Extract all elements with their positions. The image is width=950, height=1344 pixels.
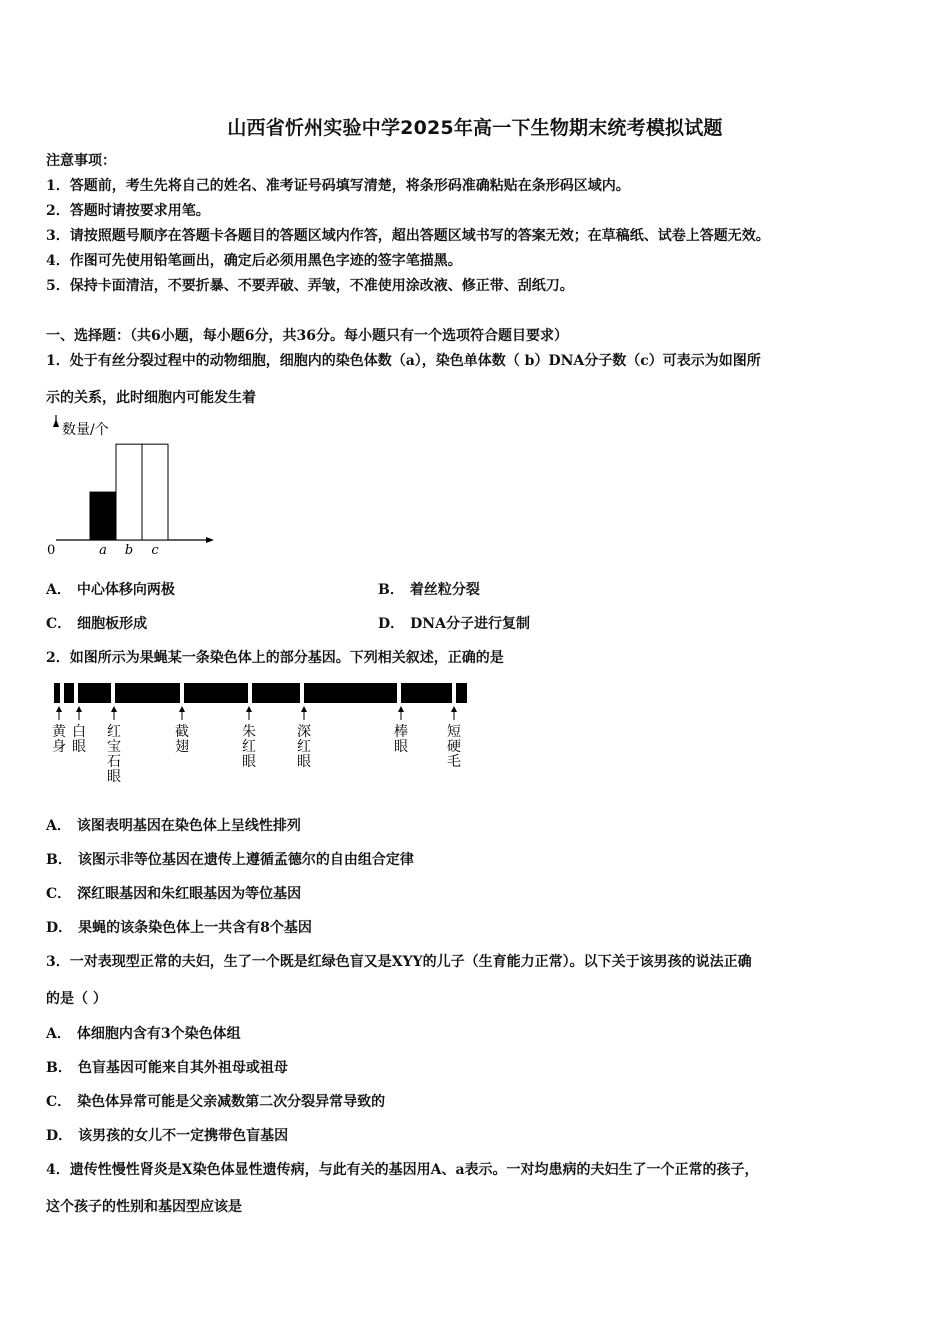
question-4-stem: 4．遗传性慢性肾炎是X染色体显性遗传病，与此有关的基因用A、a表示。一对均患病的夫妇生了一个正常的孩子， (46, 1162, 759, 1178)
gene-label (394, 723, 408, 755)
q3-option-d[interactable]: D． 该男孩的女儿不一定携带色盲基因 (46, 1128, 289, 1144)
q1-option-a[interactable]: A． 中心体移向两极 (46, 582, 175, 598)
gene-label-char: 棒 (394, 724, 408, 740)
gene-label (242, 723, 256, 770)
gene-label-char: 深 (297, 724, 311, 740)
notice-heading: 注意事项： (46, 153, 116, 169)
q3-option-a[interactable]: A． 体细胞内含有3个染色体组 (46, 1026, 241, 1042)
gene-arrow-head (301, 706, 307, 712)
notice-item: 2．答题时请按要求用笔。 (46, 203, 210, 219)
gene-label (72, 724, 86, 755)
notice-item: 4．作图可先使用铅笔画出，确定后必须用黑色字迹的签字笔描黑。 (46, 253, 462, 269)
tick-label-a: a (99, 543, 107, 558)
notice-item: 5．保持卡面清洁，不要折暴、不要弄破、弄皱，不准使用涂改液、修正带、刮纸刀。 (46, 278, 574, 294)
q3-option-c[interactable]: C． 染色体异常可能是父亲减数第二次分裂异常导致的 (46, 1094, 386, 1110)
notice-item: 1．答题前，考生先将自己的姓名、准考证号码填写清楚，将条形码准确粘贴在条形码区域内。 (46, 178, 630, 194)
gene-label-char: 短 (447, 724, 461, 740)
gene-label-char: 红 (297, 739, 311, 755)
tick-label-c: c (151, 543, 159, 558)
origin-label: 0 (47, 543, 56, 558)
gene-label (447, 724, 461, 770)
question-1-stem-cont: 示的关系，此时细胞内可能发生着 (46, 390, 256, 406)
page-title: 山西省忻州实验中学2025年高一下生物期末统考模拟试题 (227, 117, 723, 139)
gene-arrow-head (179, 706, 185, 712)
gene-label-char: 白 (72, 724, 86, 740)
question-1-stem: 1．处于有丝分裂过程中的动物细胞，细胞内的染色体数（a），染色单体数（ b）DNA分子数（c）可表示为如图所 (46, 353, 761, 369)
chromosome-gene-map (44, 678, 484, 786)
question-2-stem: 2．如图所示为果蝇某一条染色体上的部分基因。下列相关叙述，正确的是 (46, 650, 504, 666)
gene-arrow-head (56, 706, 62, 712)
gene-arrow-head (111, 706, 117, 712)
gene-label-char: 眼 (297, 754, 311, 770)
gene-label-char: 眼 (394, 739, 408, 755)
gene-label-char: 石 (107, 754, 121, 770)
bar-a (90, 492, 116, 540)
gene-label (175, 723, 189, 755)
q2-option-a[interactable]: A． 该图表明基因在染色体上呈线性排列 (46, 818, 301, 834)
section-heading: 一、选择题：（共6小题，每小题6分，共36分。每小题只有一个选项符合题目要求） (46, 328, 568, 344)
q3-option-b[interactable]: B． 色盲基因可能来自其外祖母或祖母 (46, 1060, 288, 1076)
gene-label-char: 眼 (107, 769, 121, 785)
q2-option-b[interactable]: B． 该图示非等位基因在遗传上遵循孟德尔的自由组合定律 (46, 852, 414, 868)
gene-arrow-head (451, 706, 457, 712)
gene-label-char: 毛 (447, 754, 461, 770)
y-axis-arrow (53, 419, 59, 427)
gene-arrow-head (76, 706, 82, 712)
gene-label-char: 红 (242, 739, 256, 755)
question-1-bar-chart (44, 415, 224, 565)
gene-label-char: 黄 (52, 724, 66, 740)
bar-c (142, 444, 168, 540)
y-axis-label: 数量/个 (62, 422, 109, 438)
x-axis-arrow (206, 537, 214, 543)
notice-item: 3．请按照题号顺序在答题卡各题目的答题区域内作答，超出答题区域书写的答案无效；在草稿纸、试卷上答题无效。 (46, 228, 770, 244)
q1-option-b[interactable]: B． 着丝粒分裂 (378, 582, 480, 598)
gene-label-char: 红 (107, 724, 121, 740)
q2-option-c[interactable]: C． 深红眼基因和朱红眼基因为等位基因 (46, 886, 302, 902)
q1-option-d[interactable]: D． DNA分子进行复制 (378, 616, 530, 632)
gene-label (297, 724, 311, 770)
gene-label-char: 朱 (242, 724, 256, 740)
gene-label (52, 724, 67, 755)
gene-arrow-head (246, 706, 252, 712)
question-4-stem-cont: 这个孩子的性别和基因型应该是 (46, 1199, 242, 1215)
gene-arrow-head (398, 706, 404, 712)
gene-label-char: 眼 (72, 739, 86, 755)
gene-label-char: 翅 (175, 739, 189, 755)
gene-label-char: 身 (52, 739, 66, 755)
chromosome-bar (54, 683, 467, 703)
bar-b (116, 444, 142, 540)
tick-label-b: b (124, 543, 134, 558)
question-3-stem: 3．一对表现型正常的夫妇，生了一个既是红绿色盲又是XYY的儿子（生育能力正常）。以下关于该男孩的说法正确 (46, 954, 752, 970)
gene-label (107, 724, 121, 785)
q1-option-c[interactable]: C． 细胞板形成 (46, 616, 148, 632)
gene-label-char: 截 (175, 724, 189, 740)
question-3-stem-cont: 的是（ ） (46, 991, 107, 1007)
gene-label-char: 眼 (242, 754, 256, 770)
q2-option-d[interactable]: D． 果蝇的该条染色体上一共含有8个基因 (46, 920, 312, 936)
gene-label-char: 宝 (107, 739, 121, 755)
gene-label-char: 硬 (447, 739, 461, 755)
